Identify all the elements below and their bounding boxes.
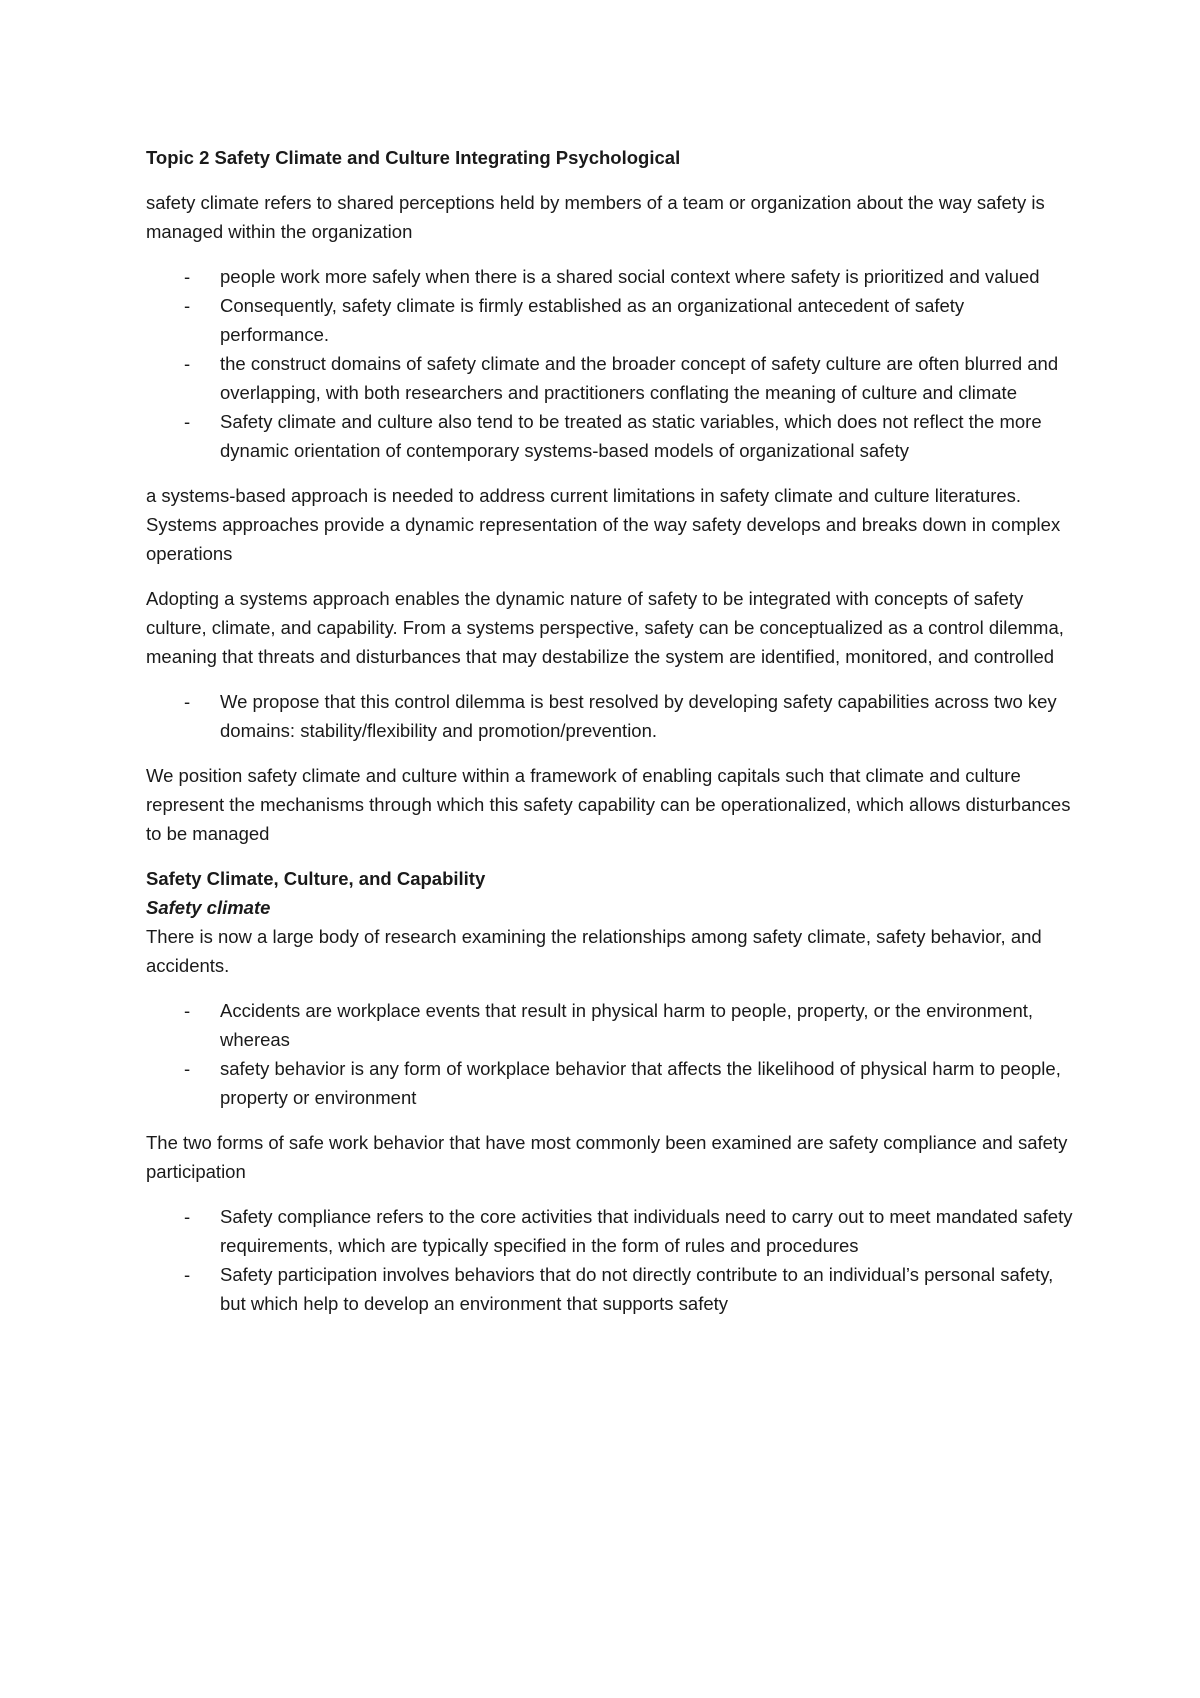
document-body (146, 143, 1076, 1334)
section-heading: Safety Climate, Culture, and Capability (146, 868, 486, 889)
list-item: - Safety climate and culture also tend to be treated as static variables, which does not reflect the more dynamic orientation of contemporary systems-based models of organizational safety (146, 407, 1076, 465)
bullet-list-compliance (146, 1202, 1076, 1318)
list-item: - Safety participation involves behaviors that do not directly contribute to an individual’s personal safety, but which help to develop an environment that supports safety (146, 1260, 1076, 1318)
list-item: - safety behavior is any form of workplace behavior that affects the likelihood of physical harm to people, property or environment (146, 1054, 1076, 1112)
list-item: - the construct domains of safety climate and the broader concept of safety culture are often blurred and overlapping, with both researchers and practitioners conflating the meaning of culture and climate (146, 349, 1076, 407)
intro-paragraph: safety climate refers to shared perceptions held by members of a team or organization about the way safety is managed within the organization (146, 192, 1045, 242)
bullet-list-control (146, 687, 1076, 745)
list-item: - people work more safely when there is a shared social context where safety is prioritized and valued (146, 262, 1076, 291)
systems-paragraph: a systems-based approach is needed to address current limitations in safety climate and culture literatures. Systems approaches provide a dynamic representation of the way safety develops and breaks down in complex operations (146, 485, 1061, 564)
list-item: - Consequently, safety climate is firmly established as an organizational antecedent of safety performance. (146, 291, 1076, 349)
list-item: - Accidents are workplace events that result in physical harm to people, property, or the environment, whereas (146, 996, 1076, 1054)
page-title: Topic 2 Safety Climate and Culture Integrating Psychological (146, 147, 681, 168)
list-item: - Safety compliance refers to the core activities that individuals need to carry out to meet mandated safety requirements, which are typically specified in the form of rules and procedures (146, 1202, 1076, 1260)
adopting-paragraph: Adopting a systems approach enables the dynamic nature of safety to be integrated with concepts of safety culture, climate, and capability. From a systems perspective, safety can be conceptualized as a control dilemma, meaning that threats and disturbances that may destabilize the system are identified, monitored, and controlled (146, 588, 1064, 667)
list-item: - We propose that this control dilemma is best resolved by developing safety capabilities across two key domains: stability/flexibility and promotion/prevention. (146, 687, 1076, 745)
bullet-list-accidents (146, 996, 1076, 1112)
position-paragraph: We position safety climate and culture within a framework of enabling capitals such that climate and culture represent the mechanisms through which this safety capability can be operationalized, which allows disturbances to be managed (146, 765, 1071, 844)
forms-paragraph: The two forms of safe work behavior that have most commonly been examined are safety compliance and safety participation (146, 1132, 1068, 1182)
research-paragraph: There is now a large body of research examining the relationships among safety climate, safety behavior, and accidents. (146, 926, 1042, 976)
bullet-list-climate (146, 262, 1076, 465)
subsection-heading: Safety climate (146, 897, 271, 918)
